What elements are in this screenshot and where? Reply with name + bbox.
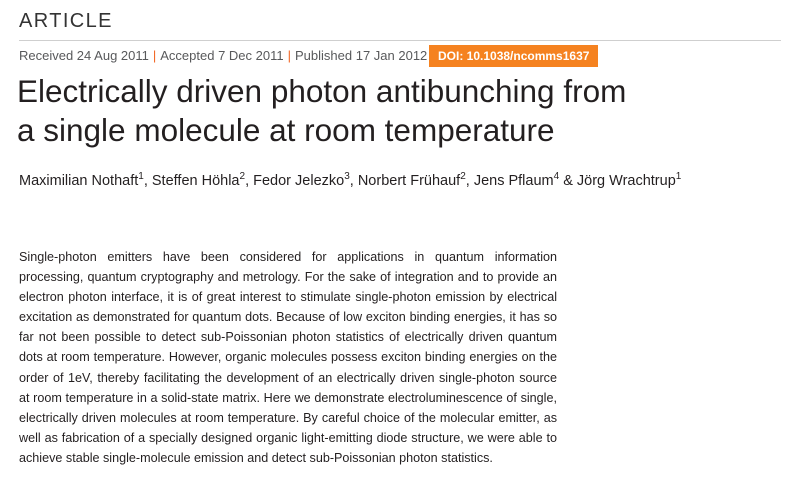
published-date: Published 17 Jan 2012 [295, 48, 428, 63]
author-affiliation: 2 [460, 171, 466, 182]
author-affiliation: 1 [675, 171, 682, 182]
title-line-2: a single molecule at room temperature [17, 112, 555, 148]
author-name[interactable]: Jens Pflaum [473, 173, 554, 189]
author-list [19, 171, 681, 191]
author-name[interactable]: Steffen Höhla [151, 173, 240, 189]
publication-dates [19, 47, 427, 65]
author-name[interactable]: Norbert Frühauf [357, 173, 461, 189]
article-type-label: ARTICLE [19, 10, 113, 32]
author-separator: & [559, 173, 577, 189]
author-name[interactable]: Maximilian Nothaft [19, 173, 139, 189]
accepted-date: Accepted 7 Dec 2011 [160, 48, 284, 63]
author-separator: , [349, 173, 358, 189]
author-affiliation: 1 [138, 171, 144, 182]
author-separator: , [143, 173, 152, 189]
title-line-1: Electrically driven photon antibunching from [17, 73, 627, 109]
abstract-text: Single-photon emitters have been considered for applications in quantum information processing, quantum cryptography and metrology. For the sake of integration and to provide an electron photon interface, it is of great interest to stimulate single-photon emission by electrical excitation as demonstrated for quantum dots. Because of low exciton binding energies, it has so far not been possible to detect sub-Poissonian photon statistics of electrically driven quantum dots at room temperature. However, organic molecules possess exciton binding energies on the order of 1eV, thereby facilitating the development of an electrically driven single-photon source at room temperature in a solid-state matrix. Here we demonstrate electroluminescence of single, electrically driven molecules at room temperature. By careful choice of the molecular emitter, as well as fabrication of a specially designed organic light-emitting diode structure, we were able to achieve stable single-molecule emission and detect sub-Poissonian photon statistics. [19, 250, 557, 465]
article-title [17, 72, 777, 150]
date-separator: | [152, 48, 157, 63]
header-divider [19, 40, 781, 41]
author-name[interactable]: Jörg Wrachtrup [576, 173, 676, 189]
author-affiliation: 4 [553, 171, 560, 182]
author-separator: , [245, 173, 254, 189]
author-affiliation: 2 [239, 171, 246, 182]
author-affiliation: 3 [344, 171, 350, 182]
author-separator: , [465, 173, 474, 189]
date-separator: | [287, 48, 291, 63]
received-date: Received 24 Aug 2011 [19, 48, 149, 63]
doi-badge[interactable]: DOI: 10.1038/ncomms1637 [429, 45, 598, 67]
author-name[interactable]: Fedor Jelezko [253, 173, 345, 189]
